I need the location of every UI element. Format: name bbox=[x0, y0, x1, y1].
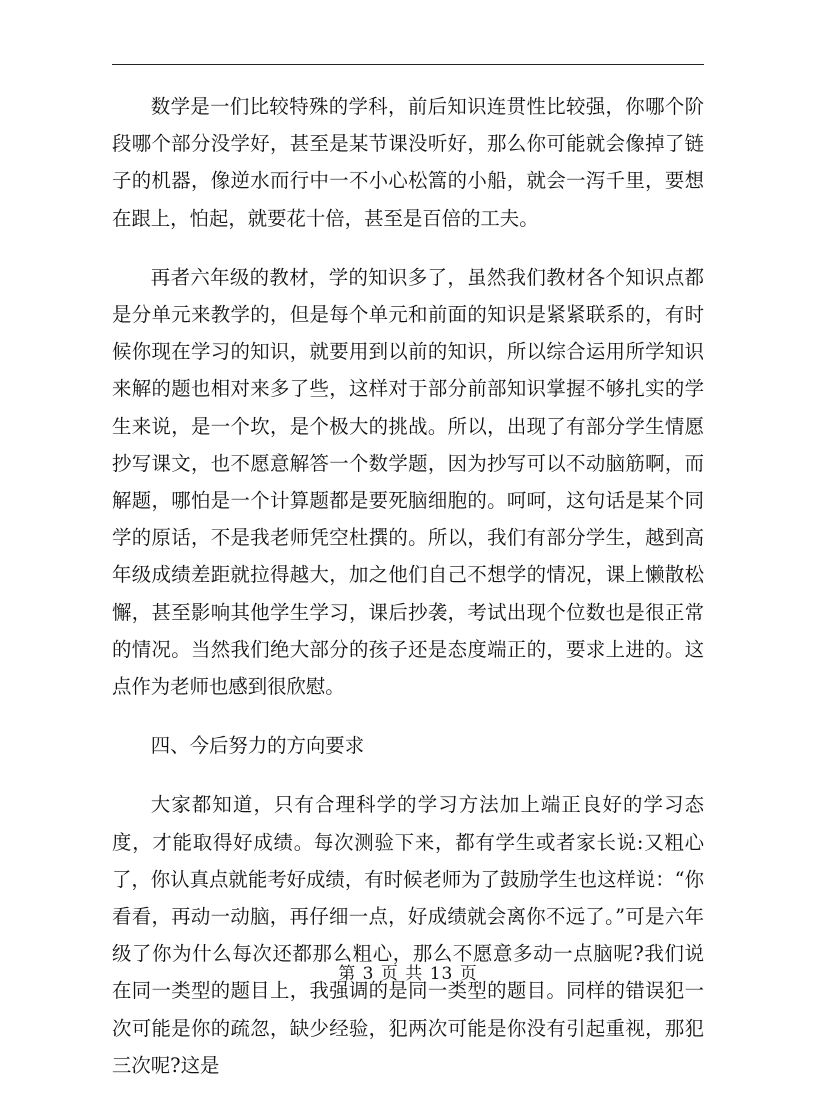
header-rule bbox=[112, 64, 704, 65]
document-body bbox=[112, 88, 704, 1106]
paragraph-study-methods: 大家都知道，只有合理科学的学习方法加上端正良好的学习态度，才能取得好成绩。每次测验下来，都有学生或者家长说:又粗心了，你认真点就能考好成绩，有时候老师为了鼓励学生也这样说：“你看看，再动一动脑，再仔细一点，好成绩就会离你不远了。”可是六年级了你为什么每次还都那么粗心，那么不愿意多动一点脑呢?我们说在同一类型的题目上，我强调的是同一类型的题目。同样的错误犯一次可能是你的疏忽，缺少经验，犯两次可能是你没有引起重视，那犯三次呢?这是 bbox=[112, 793, 704, 1077]
page-number-footer: 第 3 页 共 13 页 bbox=[338, 964, 478, 984]
section-heading-future-direction: 四、今后努力的方向要求 bbox=[150, 734, 365, 758]
paragraph-grade-six-material: 再者六年级的教材，学的知识多了，虽然我们教材各个知识点都是分单元来教学的，但是每个单元和前面的知识是紧紧联系的，有时候你现在学习的知识，就要用到以前的知识，所以综合运用所学知识来解的题也相对来多了些，这样对于部分前部知识掌握不够扎实的学生来说，是一个坎，是个极大的挑战。所以，出现了有部分学生情愿抄写课文，也不愿意解答一个数学题，因为抄写可以不动脑筋啊，而解题，哪怕是一个计算题都是要死脑细胞的。呵呵，这句话是某个同学的原话，不是我老师凭空杜撰的。所以，我们有部分学生，越到高年级成绩差距就拉得越大，加之他们自己不想学的情况，课上懒散松懈，甚至影响其他学生学习，课后抄袭，考试出现个位数也是很正常的情况。当然我们绝大部分的孩子还是态度端正的，要求上进的。这点作为老师也感到很欣慰。 bbox=[112, 265, 704, 699]
paragraph-math-subject: 数学是一们比较特殊的学科，前后知识连贯性比较强，你哪个阶段哪个部分没学好，甚至是某节课没听好，那么你可能就会像掉了链子的机器，像逆水而行中一不小心松篙的小船，就会一泻千里，要想在跟上，怕起，就要花十倍，甚至是百倍的工夫。 bbox=[112, 95, 704, 230]
